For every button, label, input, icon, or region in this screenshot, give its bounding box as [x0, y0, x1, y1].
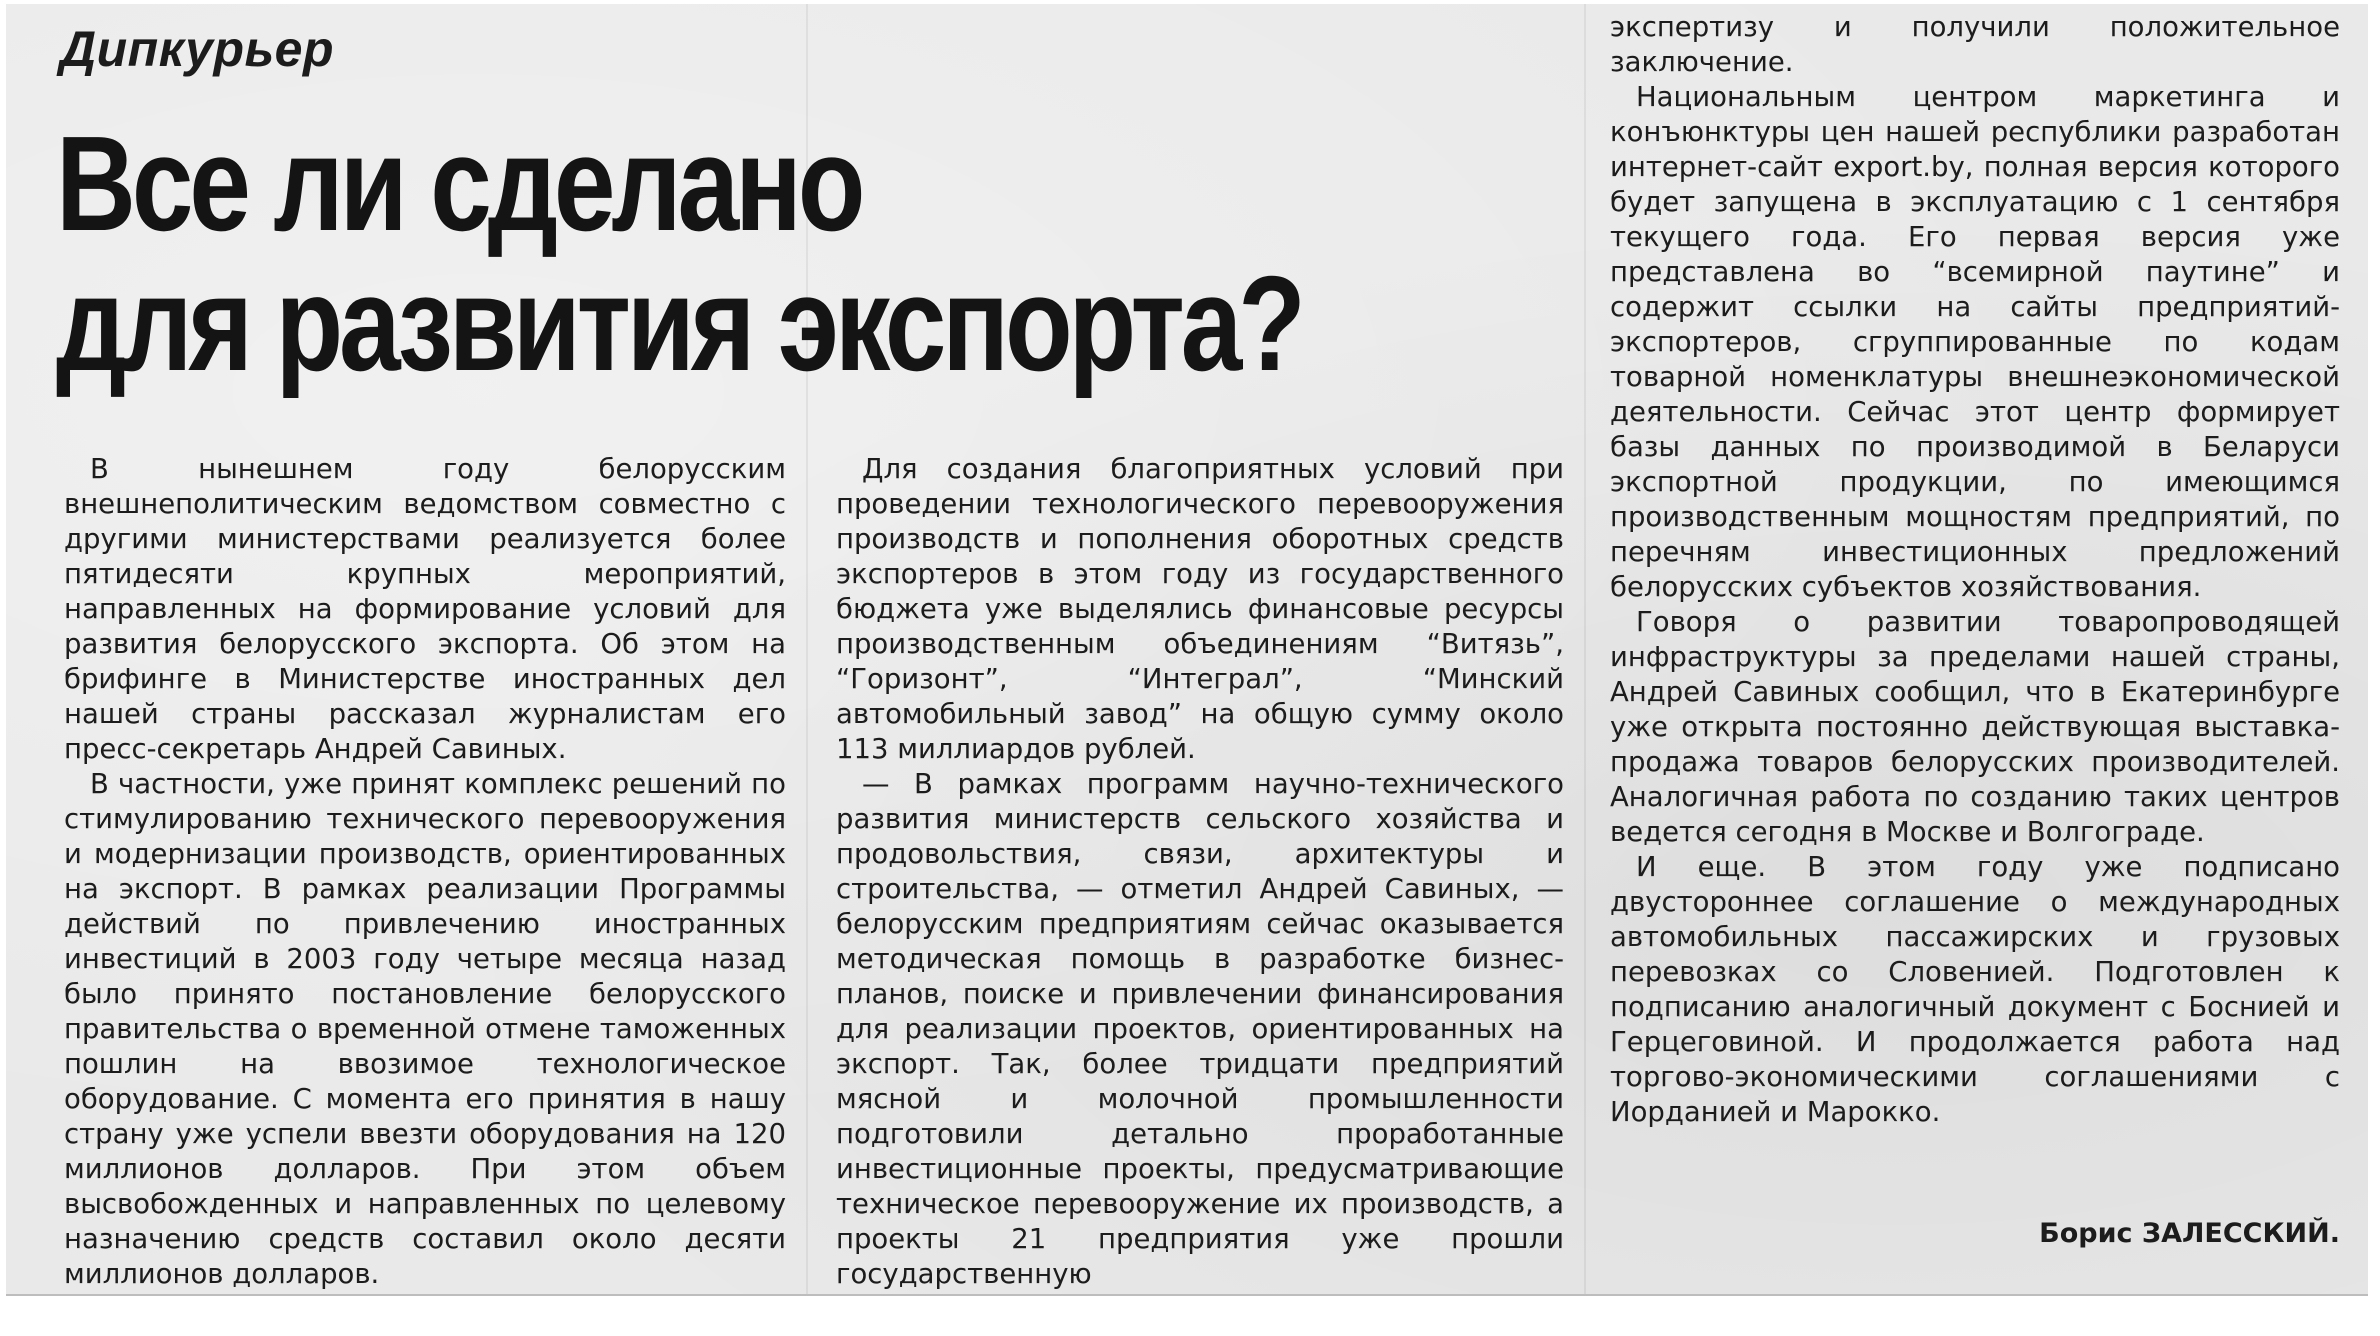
article-column-1 — [64, 452, 786, 1292]
column-divider — [1584, 4, 1586, 1294]
paragraph: В частности, уже принят комплекс решений по стимулированию технического перевооружения и модернизации производств, ориентированных на экспорт. В рамках реализации Программы действий по привлечению иностранных инвестиций в 2003 году четыре месяца назад было принято постановление белорусского правительства о временной отмене таможенных пошлин на ввозимое технологическое оборудование. С момента его принятия в нашу страну уже успели ввезти оборудования на 120 миллионов долларов. При этом объем высвобожденных и направленных по целевому назначению средств составил около десяти миллионов долларов. — [64, 768, 786, 1290]
paragraph: И еще. В этом году уже подписано двустороннее соглашение о международных автомобильных пассажирских и грузовых перевозках со Словенией. Подготовлен к подписанию аналогичный документ с Боснией и Герцеговиной. И продолжается работа над торгово-экономическими соглашениями с Иорданией и Марокко. — [1610, 851, 2340, 1128]
article-column-3 — [1610, 10, 2340, 1130]
article-column-2 — [836, 452, 1564, 1292]
paragraph: Говоря о развитии товаропроводящей инфраструктуры за пределами нашей страны, Андрей Савиных сообщил, что в Екатеринбурге уже открыта постоянно действующая выставка-продажа товаров белорусских производителей. Аналогичная работа по созданию таких центров ведется сегодня в Москве и Волгограде. — [1610, 606, 2340, 848]
paragraph: Национальным центром маркетинга и конъюнктуры цен нашей республики разработан интернет-сайт export.by, полная версия которого будет запущена в эксплуатацию с 1 сентября текущего года. Его первая версия уже представлена во “всемирной паутине” и содержит ссылки на сайты предприятий-экспортеров, сгруппированные по кодам товарной номенклатуры внешнеэкономической деятельности. Сейчас этот центр формирует базы данных по производимой в Беларуси экспортной продукции, по имеющимся производственным мощностям предприятий, по перечням инвестиционных предложений белорусских субъектов хозяйствования. — [1610, 81, 2340, 603]
rubric-label: Дипкурьер — [60, 21, 335, 77]
paragraph: экспертизу и получили положительное заключение. — [1610, 11, 2340, 78]
headline-line: для развития экспорта? — [56, 248, 1302, 399]
headline-line: Все ли сделано — [56, 108, 862, 259]
paragraph: Для создания благоприятных условий при проведении технологического перевооружения производств и пополнения оборотных средств экспортеров в этом году из государственного бюджета уже выделялись финансовые ресурсы производственным объединениям “Витязь”, “Горизонт”, “Интеграл”, “Минский автомобильный завод” на общую сумму около 113 миллиардов рублей. — [836, 453, 1564, 765]
paragraph: — В рамках программ научно-технического развития министерств сельского хозяйства и продовольствия, связи, архитектуры и строительства, — отметил Андрей Савиных, — белорусским предприятиям сейчас оказывается методическая помощь в разработке бизнес-планов, поиске и привлечении финансирования для реализации проектов, ориентированных на экспорт. Так, более тридцати предприятий мясной и молочной промышленности подготовили детально проработанные инвестиционные проекты, предусматривающие техническое перевооружение их производств, а проекты 21 предприятия уже прошли государственную — [836, 768, 1564, 1290]
article-headline — [56, 108, 1302, 399]
newspaper-clipping — [6, 4, 2368, 1294]
paragraph: В нынешнем году белорусским внешнеполитическим ведомством совместно с другими министерствами реализуется более пятидесяти крупных мероприятий, направленных на формирование условий для развития белорусского экспорта. Об этом на брифинге в Министерстве иностранных дел нашей страны рассказал журналистам его пресс-секретарь Андрей Савиных. — [64, 453, 786, 765]
author-byline: Борис ЗАЛЕССКИЙ. — [2039, 1218, 2340, 1249]
